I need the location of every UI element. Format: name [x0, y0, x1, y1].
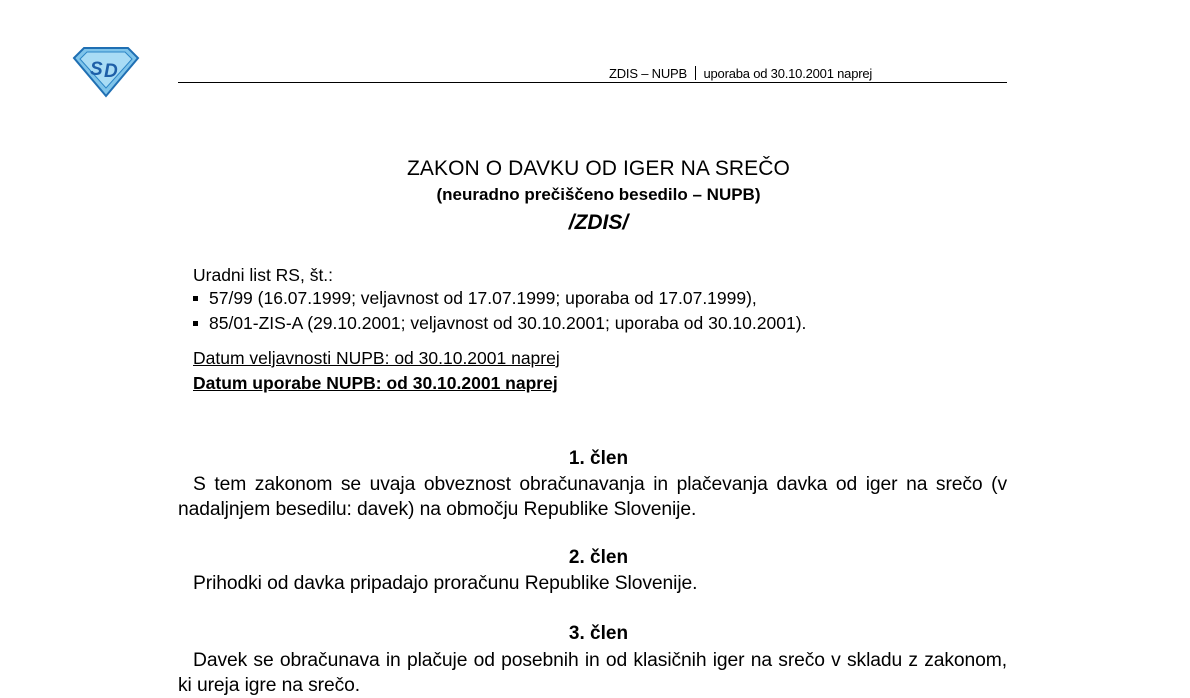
- law-title: ZAKON O DAVKU OD IGER NA SREČO: [406, 157, 790, 180]
- article-text: S tem zakonom se uvaja obveznost obračunavanja in plačevanja davka od iger na srečo (v nadaljnjem besedilu: davek) na območju Republike Slovenije.: [178, 474, 1007, 520]
- bullet-icon: [193, 321, 198, 326]
- article-text: Prihodki od davka pripadajo proračunu Republike Slovenije.: [193, 573, 698, 594]
- article-heading: 1. člen: [568, 448, 629, 469]
- gazette-label: Uradni list RS, št.:: [193, 265, 334, 285]
- application-date: Datum uporabe NUPB: od 30.10.2001 naprej: [193, 373, 558, 393]
- header-separator: [695, 66, 697, 80]
- validity-date: Datum veljavnosti NUPB: od 30.10.2001 naprej: [193, 348, 560, 368]
- article-heading: 3. člen: [568, 623, 629, 644]
- svg-text:D: D: [104, 61, 118, 82]
- article-heading: 2. člen: [568, 547, 629, 568]
- publisher-logo: [70, 44, 142, 98]
- header-doc-code: ZDIS – NUPB: [609, 66, 687, 81]
- header-rule: [178, 82, 1007, 83]
- gazette-entry-text: 85/01-ZIS-A (29.10.2001; veljavnost od 30.10.2001; uporaba od 30.10.2001).: [209, 313, 807, 333]
- gazette-entry: [193, 288, 757, 309]
- gazette-entry-text: 57/99 (16.07.1999; veljavnost od 17.07.1999; uporaba od 17.07.1999),: [209, 288, 757, 308]
- running-header: [609, 66, 872, 81]
- bullet-icon: [193, 296, 198, 301]
- gazette-entry: [193, 313, 806, 334]
- header-applicability: uporaba od 30.10.2001 naprej: [703, 66, 873, 81]
- svg-text:S: S: [90, 59, 103, 80]
- law-abbreviation: /ZDIS/: [568, 211, 629, 234]
- article-text: Davek se obračunava in plačuje od posebnih in od klasičnih iger na srečo v skladu z zakonom, ki ureja igre na srečo.: [178, 650, 1007, 696]
- law-subtitle: (neuradno prečiščeno besedilo – NUPB): [436, 185, 761, 204]
